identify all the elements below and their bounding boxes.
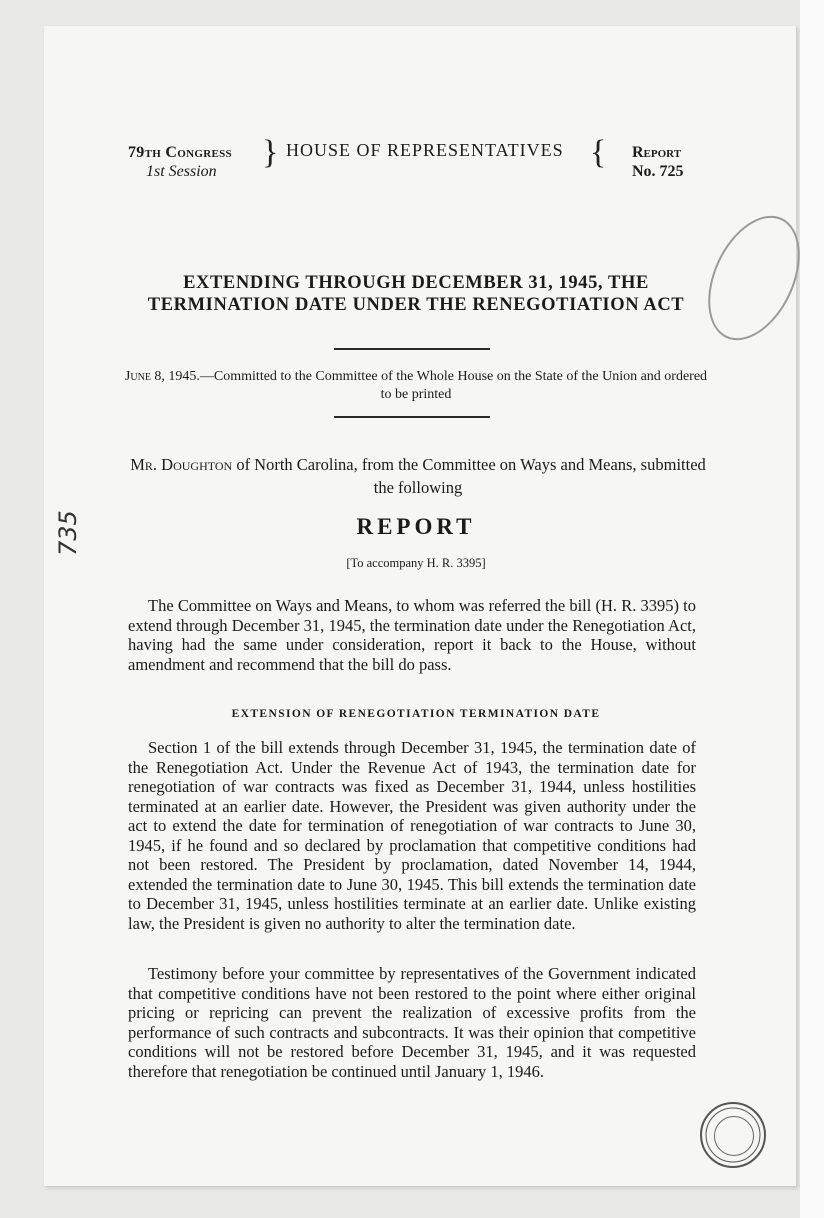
section-heading: EXTENSION OF RENEGOTIATION TERMINATION DATE — [231, 708, 601, 720]
chamber-label: HOUSE OF REPRESENTATIVES — [286, 140, 564, 160]
report-number: No. 725 — [632, 163, 684, 180]
congress-session-block — [128, 143, 232, 181]
committed-text: —Committed to the Committee of the Whole House on the State of the Union and ordered to be printed — [199, 369, 708, 402]
divider-rule — [334, 348, 490, 350]
left-brace: } — [262, 134, 279, 171]
handwritten-number: 735 — [54, 510, 82, 556]
sponsor-line — [128, 453, 708, 499]
nara-stamp-seal — [702, 1104, 764, 1166]
report-number-block — [632, 143, 684, 181]
congress-label: 79th Congress — [128, 144, 232, 161]
session-label: 1st Session — [146, 163, 217, 180]
nara-stamp — [700, 1102, 766, 1168]
scan-edge — [800, 0, 824, 1218]
committed-date: June 8, 1945. — [124, 369, 200, 384]
sponsor-name: Mr. Doughton — [130, 455, 233, 474]
right-brace: { — [590, 134, 607, 171]
accompany-note: [To accompany H. R. 3395] — [346, 556, 486, 570]
section1-paragraph: Section 1 of the bill extends through December 31, 1945, the termination date of the Renegotiation Act. Under the Revenue Act of 1943, the termination date for renegotiation of war contracts was fixed as December 31, 1944, unless hostilities terminated at an earlier date. However, the President was given authority under the act to extend the date for termination of renegotiation of war contracts to June 30, 1945, if he found and so declared by proclamation that competitive conditions had not been restored. The President by proclamation, dated November 14, 1944, extended the termination date to June 30, 1945. This bill extends the termination date to December 31, 1945, unless hostilities terminate at an earlier date. Unlike existing law, the President is given no authority to alter the termination date. — [128, 738, 696, 933]
committed-note — [120, 368, 712, 404]
intro-paragraph: The Committee on Ways and Means, to whom was referred the bill (H. R. 3395) to extend through December 31, 1945, the termination date under the Renegotiation Act, having had the same under consideration, report it back to the House, without amendment and recommend that the bill do pass. — [128, 596, 696, 674]
report-heading: REPORT — [356, 514, 476, 539]
sponsor-text: of North Carolina, from the Committee on Ways and Means, submitted the following — [232, 455, 706, 497]
document-title: EXTENDING THROUGH DECEMBER 31, 1945, THE TERMINATION DATE UNDER THE RENEGOTIATION ACT — [147, 273, 685, 315]
testimony-paragraph: Testimony before your committee by representatives of the Government indicated that competitive conditions have not been restored to the point where either original pricing or repricing can prevent the realization of excessive profits from the performance of such contracts and subcontracts. It was their opinion that competitive conditions will not be restored before December 31, 1945, and it was requested therefore that renegotiation be continued until January 1, 1946. — [128, 964, 696, 1081]
report-label: Report — [632, 144, 682, 161]
divider-rule — [334, 416, 490, 418]
